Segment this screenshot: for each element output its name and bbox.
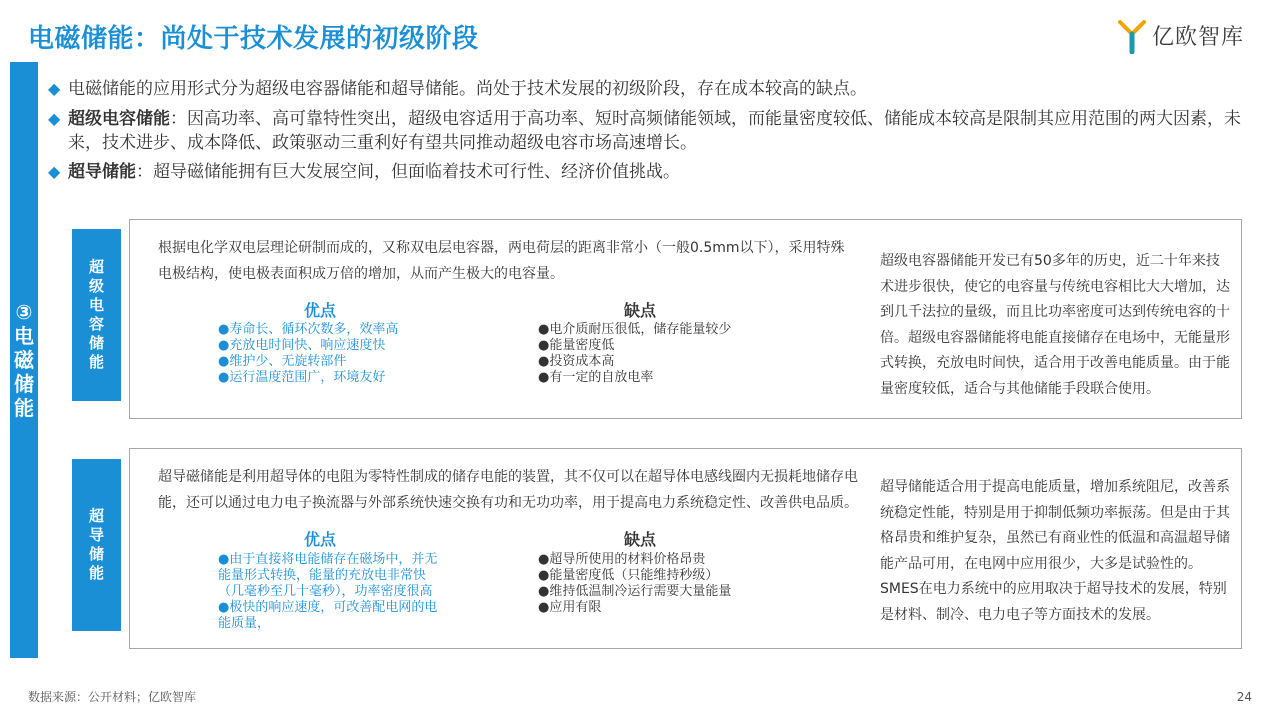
bullet-item	[48, 160, 1258, 184]
bullet-text	[48, 160, 1258, 184]
supercap-pros-list	[218, 322, 518, 386]
superconduct-description: 超导磁储能是利用超导体的电阻为零特性制成的储存电能的装置，其不仅可以在超导体电感线圈内无损耗地储存电能，还可以通过电力电子换流器与外部系统快速交换有功和无功功率，用于提高电力系统稳定性、改善供电品质。	[158, 469, 858, 511]
yiou-logo-icon	[1118, 20, 1146, 54]
diamond-bullet-icon: ◆	[48, 162, 61, 181]
logo-text: 亿欧智库	[1152, 25, 1245, 50]
list-item: ●能量密度低	[538, 338, 615, 353]
list-item: ●寿命长、循环次数多，效率高	[218, 322, 399, 337]
list-item: ●维护少、无旋转部件	[218, 354, 347, 369]
list-item: ●有一定的自放电率	[538, 370, 654, 385]
list-item: ●应用有限	[538, 600, 602, 615]
list-item: ●充放电时间快、响应速度快	[218, 338, 386, 353]
superconduct-tag-label: 超导储能	[88, 507, 104, 582]
superconduct-cons-title: 缺点	[624, 530, 657, 549]
bullet-body: ：超导磁储能拥有巨大发展空间，但面临着技术可行性、经济价值挑战。	[136, 162, 680, 182]
bullet-item	[48, 77, 1258, 101]
supercap-description: 根据电化学双电层理论研制而成的，又称双电层电容器，两电荷层的距离非常小（一般0.5mm以下），采用特殊电极结构，使电极表面积成万倍的增加，从而产生极大的电容量。	[158, 240, 845, 282]
supercap-panel	[129, 219, 1242, 419]
supercap-tag-label: 超级电容储能	[88, 258, 104, 371]
list-item: ●超导所使用的材料价格昂贵	[538, 552, 706, 567]
bullet-item	[48, 107, 1258, 155]
superconduct-note: 超导储能适合用于提高电能质量，增加系统阻尼，改善系统稳定性能，特别是用于抑制低频功率振荡。但是由于其格昂贵和维护复杂，虽然已有商业性的低温和高温超导储能产品可用，在电网中应用很少，大多是试验性的。SMES在电力系统中的应用取决于超导技术的发展，特别是材料、制冷、电力电子等方面技术的发展。	[880, 479, 1230, 623]
brand-logo	[1118, 18, 1258, 58]
list-item: ●投资成本高	[538, 354, 615, 369]
superconduct-cons-list	[538, 552, 858, 616]
diamond-bullet-icon: ◆	[48, 109, 61, 128]
list-item: ●电介质耐压很低，储存能量较少	[538, 322, 732, 337]
supercap-pros-title: 优点	[304, 301, 337, 320]
supercap-cons-list	[538, 322, 858, 386]
list-item: ●维持低温制冷运行需要大量能量	[538, 584, 732, 599]
bullet-body: ：因高功率、高可靠特性突出，超级电容适用于高功率、短时高频储能领域，而能量密度较低、储能成本较高是限制其应用范围的两大因素，未来，技术进步、成本降低、政策驱动三重利好有望共同推动超级电容市场高速增长。	[68, 109, 1241, 153]
data-source-note: 数据来源：公开材料；亿欧智库	[28, 690, 197, 704]
bullet-bold: 超导储能	[68, 162, 136, 182]
superconduct-panel	[129, 448, 1242, 649]
list-item: ●能量密度低（只能维持秒级）	[538, 568, 719, 583]
list-item: ●运行温度范围广，环境友好	[218, 370, 386, 385]
supercap-note: 超级电容器储能开发已有50多年的历史，近二十年来技术进步很快，使它的电容量与传统电容相比大大增加，达到几千法拉的量级，而且比功率密度可达到传统电容的十倍。超级电容器储能将电能直接储存在电场中，无能量形式转换，充放电时间快，适合用于改善电能质量。由于能量密度较低，适合与其他储能手段联合使用。	[880, 253, 1230, 397]
list-item: ●极快的响应速度，可改善配电网的电能质量，	[218, 600, 438, 631]
superconduct-pros-title: 优点	[304, 530, 337, 549]
bullet-text	[48, 107, 1258, 155]
page-title: 电磁储能：尚处于技术发展的初级阶段	[28, 24, 479, 54]
superconduct-pros-list	[218, 552, 450, 632]
diamond-bullet-icon: ◆	[48, 79, 61, 98]
superconduct-tag	[72, 459, 121, 631]
list-item: ●由于直接将电能储存在磁场中，并无能量形式转换，能量的充放电非常快（几毫秒至几十毫秒），功率密度很高	[218, 552, 438, 599]
page-number: 24	[1236, 690, 1252, 704]
supercap-cons-title: 缺点	[624, 301, 657, 320]
supercap-tag	[72, 229, 121, 401]
section-label: ③电磁储能	[14, 300, 34, 420]
bullet-bold: 超级电容储能	[68, 109, 170, 129]
bullet-text: 电磁储能的应用形式分为超级电容器储能和超导储能。尚处于技术发展的初级阶段，存在成本较高的缺点。	[68, 79, 867, 99]
